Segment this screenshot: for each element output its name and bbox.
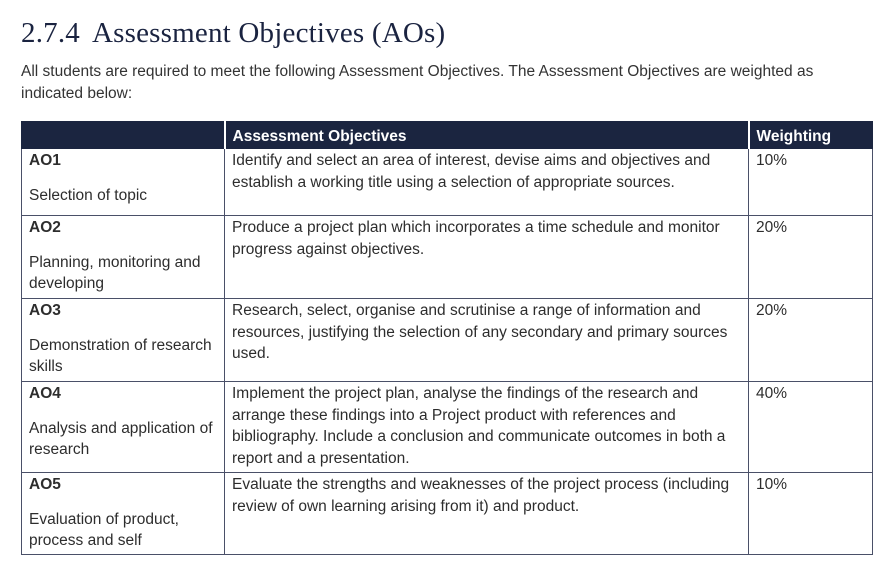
- assessment-objectives-table: [21, 121, 873, 555]
- ao-weighting: 10%: [749, 149, 873, 216]
- ao-title: Evaluation of product, process and self: [29, 510, 179, 549]
- ao-code: AO2: [29, 219, 61, 236]
- ao-title: Demonstration of research skills: [29, 336, 212, 375]
- ao-title: Selection of topic: [29, 186, 148, 204]
- ao-description: Evaluate the strengths and weaknesses of the project process (including review of own learning arising from it) and product.: [225, 473, 749, 555]
- table-row: [22, 149, 873, 216]
- ao-weighting: 40%: [749, 382, 873, 473]
- ao-weighting: 20%: [749, 299, 873, 382]
- ao-code: AO3: [29, 302, 61, 319]
- ao-code: AO1: [29, 152, 61, 169]
- section-heading: [21, 17, 445, 50]
- ao-title: Planning, monitoring and developing: [29, 253, 201, 292]
- ao-cell: [22, 216, 225, 299]
- section-number: 2.7.4: [21, 17, 80, 49]
- ao-description: Research, select, organise and scrutinise a range of information and resources, justifying the selection of any secondary and primary sources used.: [225, 299, 749, 382]
- ao-cell: [22, 299, 225, 382]
- header-assessment-objectives: Assessment Objectives: [225, 122, 749, 149]
- table-row: [22, 473, 873, 555]
- table-row: [22, 299, 873, 382]
- table-row: [22, 382, 873, 473]
- ao-title: Analysis and application of research: [29, 419, 213, 458]
- ao-description: Produce a project plan which incorporates a time schedule and monitor progress against objectives.: [225, 216, 749, 299]
- ao-cell: [22, 149, 225, 216]
- header-weighting: Weighting: [749, 122, 873, 149]
- ao-weighting: 20%: [749, 216, 873, 299]
- ao-weighting: 10%: [749, 473, 873, 555]
- intro-paragraph: All students are required to meet the following Assessment Objectives. The Assessment Objectives are weighted as indicated below:: [21, 63, 814, 102]
- ao-cell: [22, 473, 225, 555]
- ao-description: Identify and select an area of interest, devise aims and objectives and establish a working title using a selection of appropriate sources.: [225, 149, 749, 216]
- section-title: Assessment Objectives (AOs): [92, 17, 446, 49]
- header-blank: [22, 122, 225, 149]
- ao-code: AO4: [29, 385, 61, 402]
- ao-description: Implement the project plan, analyse the findings of the research and arrange these findings into a Project product with references and bibliography. Include a conclusion and communicate outcomes in both a report and a presentation.: [225, 382, 749, 473]
- ao-code: AO5: [29, 476, 61, 493]
- table-row: [22, 216, 873, 299]
- table-header-row: [22, 122, 873, 149]
- ao-cell: [22, 382, 225, 473]
